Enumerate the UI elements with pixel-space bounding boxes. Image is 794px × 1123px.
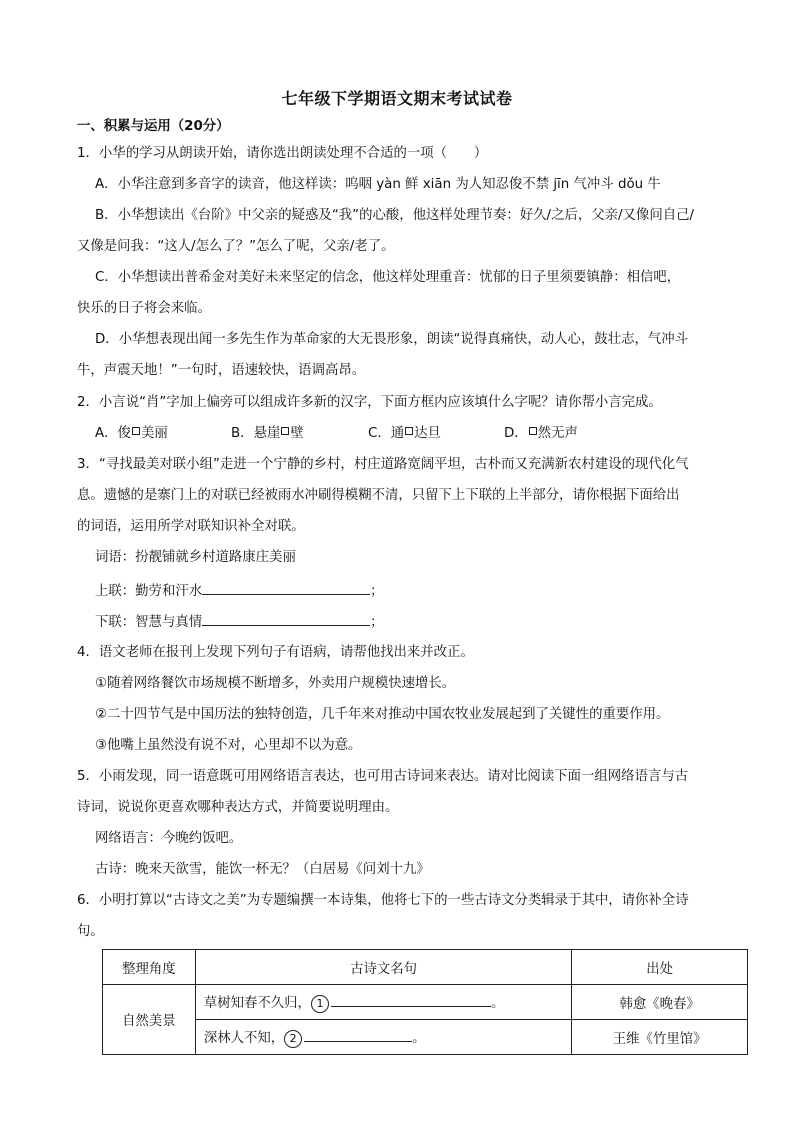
q2-stem: 2．小言说“肖”字加上偏旁可以组成许多新的汉字，下面方框内应该填什么字呢？请你帮小言完成。 [77, 395, 662, 410]
verse-cell [195, 1020, 571, 1055]
q3-lower-couplet [95, 611, 384, 633]
q3-upper-couplet [95, 580, 384, 602]
q2-option-a [95, 424, 168, 444]
q4-sentence-1: ①随着网络餐饮市场规模不断增多，外卖用户规模快速增长。 [95, 676, 456, 691]
q3-words: 词语：扮靓铺就乡村道路康庄美丽 [95, 550, 296, 565]
answer-box[interactable] [405, 427, 413, 435]
blank-number: 2 [284, 1030, 302, 1048]
verse-cell [195, 985, 571, 1020]
q1-stem: 1．小华的学习从朗读开始，请你选出朗读处理不合适的一项（ ） [77, 146, 488, 161]
q4-sentence-2: ②二十四节气是中国历法的独特创造，几千年来对推动中国农牧业发展起到了关键性的重要作用。 [95, 707, 670, 722]
q1-option-a: A．小华注意到多音字的读音，他这样读：呜咽 yàn 鲜 xiān 为人知忍俊不禁 jīn 气冲斗 dǒu 牛 [95, 177, 661, 192]
q2-b-post: 壁 [290, 426, 304, 441]
verse-pre: 深林人不知， [203, 1030, 285, 1046]
semicolon: ； [370, 584, 384, 599]
q2-option-b [231, 424, 304, 444]
q3-line-3: 的词语，运用所学对联知识补全对联。 [77, 519, 305, 534]
q2-b-pre: B．悬崖 [231, 426, 281, 441]
upper-couplet-label: 上联：勤劳和汗水 [95, 584, 203, 599]
upper-couplet-blank[interactable] [202, 580, 370, 595]
lower-couplet-label: 下联：智慧与真情 [95, 615, 203, 630]
answer-box[interactable] [132, 427, 140, 435]
q2-a-pre: A．俊 [95, 426, 131, 441]
verse-blank[interactable] [304, 1027, 412, 1042]
table-row [103, 1020, 748, 1055]
table-header: 整理角度 [103, 950, 196, 985]
q1-option-b-cont: 又像是问我：“这人/怎么了？”怎么了呢，父亲/老了。 [77, 239, 395, 254]
table-header: 出处 [572, 950, 748, 985]
blank-number: 1 [311, 995, 329, 1013]
source-cell: 王维《竹里馆》 [572, 1020, 748, 1055]
q2-option-c [368, 424, 441, 444]
q4-sentence-3: ③他嘴上虽然没有说不对，心里却不以为意。 [95, 738, 362, 753]
q5-poem: 古诗：晚来天欲雪，能饮一杯无？（白居易《问刘十九》 [95, 862, 430, 877]
category-cell: 自然美景 [103, 985, 196, 1055]
table-header-row [103, 950, 748, 985]
q1-option-b: B．小华想读出《台阶》中父亲的疑惑及“我”的心酸，他这样处理节奏：好久/之后，父亲/又像问自己/ [95, 208, 694, 223]
q6-line-1: 6．小明打算以“古诗文之美”为专题编撰一本诗集，他将七下的一些古诗文分类辑录于其中，请你补全诗 [77, 893, 689, 908]
verse-blank[interactable] [331, 992, 491, 1007]
q1-option-d: D．小华想表现出闻一多先生作为革命家的大无畏形象，朗读“说得真痛快，动人心，鼓壮志，气冲斗 [95, 332, 689, 347]
section-heading: 一、积累与运用（20分） [77, 119, 230, 134]
q3-line-2: 息。遗憾的是寨门上的对联已经被雨水冲刷得模糊不清，只留下上下联的上半部分，请你根据下面给出 [77, 488, 680, 503]
verse-pre: 草树知春不久归， [203, 995, 311, 1011]
q2-a-post: 美丽 [140, 426, 168, 441]
answer-box[interactable] [529, 427, 537, 435]
verse-post: 。 [412, 1030, 426, 1046]
q5-line-1: 5．小雨发现，同一语意既可用网络语言表达，也可用古诗词来表达。请对比阅读下面一组网络语言与古 [77, 769, 689, 784]
lower-couplet-blank[interactable] [202, 611, 370, 626]
verse-post: 。 [490, 995, 505, 1011]
q3-line-1: 3．“寻找最美对联小组”走进一个宁静的乡村，村庄道路宽阔平坦，古朴而又充满新农村建设的现代化气 [77, 457, 689, 472]
q2-d-pre: D． [504, 426, 528, 441]
q1-option-c: C．小华想读出普希金对美好未来坚定的信念，他这样处理重音：忧郁的日子里须要镇静：相信吧， [95, 270, 681, 285]
semicolon: ； [370, 615, 384, 630]
poem-table [102, 949, 748, 1055]
q2-option-d [504, 424, 578, 444]
source-cell: 韩愈《晚春》 [572, 985, 748, 1020]
q2-c-pre: C．通 [368, 426, 405, 441]
q2-c-post: 达旦 [414, 426, 441, 441]
q2-d-post: 然无声 [537, 426, 578, 441]
q5-line-2: 诗词，说说你更喜欢哪种表达方式，并简要说明理由。 [77, 800, 399, 815]
q6-line-2: 句。 [77, 924, 104, 939]
q4-stem: 4．语文老师在报刊上发现下列句子有语病，请帮他找出来并改正。 [77, 645, 474, 660]
page-title: 七年级下学期语文期末考试试卷 [281, 89, 513, 108]
table-row [103, 985, 748, 1020]
table-header: 古诗文名句 [195, 950, 571, 985]
q1-option-d-cont: 牛，声震天地！”一句时，语速较快，语调高昂。 [77, 363, 366, 378]
q5-network-language: 网络语言：今晚约饭吧。 [95, 831, 243, 846]
answer-box[interactable] [281, 427, 289, 435]
q1-option-c-cont: 快乐的日子将会来临。 [77, 301, 211, 316]
